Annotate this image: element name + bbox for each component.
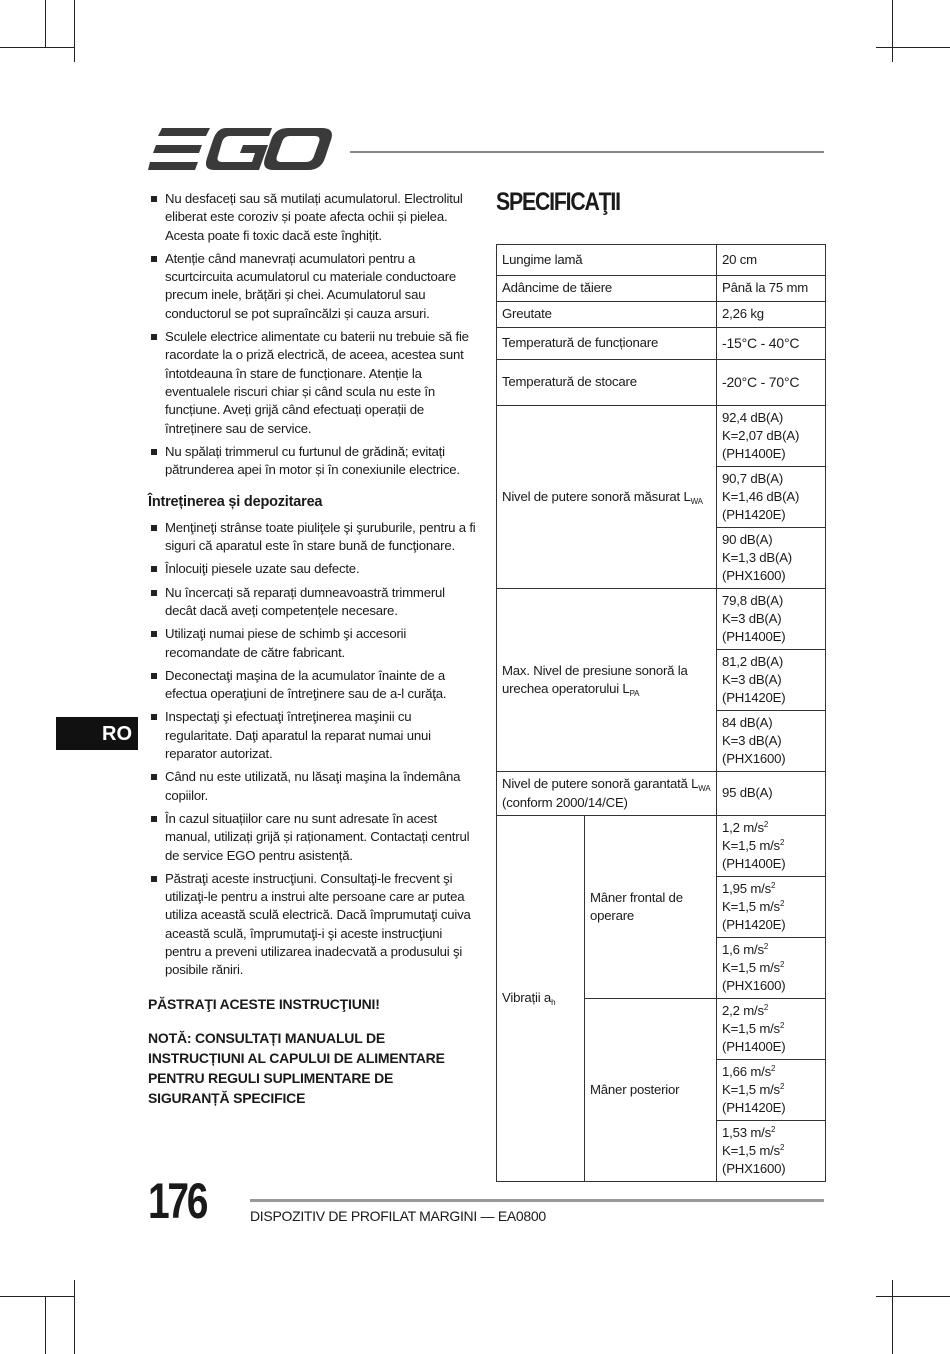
lpa-label-line: urechea operatorului L	[502, 681, 630, 696]
value-line: (PHX1600)	[722, 568, 786, 584]
unit-sup: 2	[779, 1142, 785, 1152]
spec-label	[497, 589, 717, 772]
table-row	[497, 816, 826, 877]
spec-value	[717, 999, 826, 1060]
value-number: 2,2	[722, 1002, 740, 1018]
unit: m/s	[750, 1124, 771, 1140]
spec-value	[717, 938, 826, 999]
spec-value	[717, 711, 826, 772]
spec-label: Temperatură de stocare	[497, 360, 717, 406]
list-item: În cazul situațiilor care nu sunt adresate în acest manual, utilizați grijă și raționament. Contactați centrul de service EGO pentru asistență.	[148, 810, 478, 865]
list-item: Înlocuiţi piesele uzate sau defecte.	[148, 560, 478, 578]
value-line: (PH1400E)	[722, 446, 786, 462]
unit-sup: 2	[771, 880, 776, 890]
footer-text: DISPOZITIV DE PROFILAT MARGINI — EA0800	[250, 1208, 546, 1224]
unit-sup: 2	[779, 898, 785, 908]
left-column	[148, 190, 478, 1108]
spec-value: Până la 75 mm	[717, 276, 826, 302]
unit-sup: 2	[771, 1063, 776, 1073]
spec-table	[496, 244, 826, 1182]
header-rule	[350, 151, 824, 153]
spec-label	[497, 406, 717, 589]
value-line: 90,7 dB(A)	[722, 470, 784, 486]
vibration-subscript: h	[551, 998, 556, 1008]
value-number: K=1,5	[722, 959, 756, 975]
table-row	[497, 276, 826, 302]
value-line: (PHX1600)	[722, 978, 786, 994]
value-number: K=1,5	[722, 837, 756, 853]
unit: m/s	[759, 1020, 780, 1036]
unit: m/s	[759, 1081, 780, 1097]
crop-mark	[876, 1296, 950, 1297]
guaranteed-label-line: Nivel de putere sonoră garantată L	[502, 776, 699, 792]
value-number: 1,6	[722, 941, 740, 957]
crop-mark	[74, 0, 75, 62]
guaranteed-label-line: (conform 2000/14/CE)	[502, 794, 628, 810]
unit: m/s	[743, 819, 764, 835]
unit-sup: 2	[763, 819, 769, 829]
unit-sup: 2	[763, 1002, 769, 1012]
unit: m/s	[743, 1002, 764, 1018]
spec-value	[717, 877, 826, 938]
unit: m/s	[759, 898, 780, 914]
spec-value	[717, 1121, 826, 1182]
crop-mark	[0, 1296, 75, 1297]
crop-mark	[0, 47, 75, 48]
unit-sup: 2	[779, 959, 785, 969]
list-item: Atenție când manevrați acumulatori pentru a scurtcircuita acumulatorul cu materiale conductoare precum inele, brățări și chei. Acumulatorul sau conductorul se pot supraîncălzi și cauza arsuri.	[148, 250, 478, 323]
lwa-subscript: WA	[690, 496, 703, 506]
list-item: Nu încercați să reparați dumneavoastră trimmerul decât dacă aveți competențele necesare.	[148, 584, 478, 621]
spec-sublabel: Mâner posterior	[585, 999, 717, 1182]
value-number: 1,53	[722, 1124, 747, 1140]
unit: m/s	[759, 959, 780, 975]
section-heading: Întreținerea și depozitarea	[148, 494, 323, 511]
table-row	[497, 360, 826, 406]
spec-value	[717, 467, 826, 528]
table-row	[497, 328, 826, 360]
crop-mark	[892, 1280, 893, 1354]
footer-rule	[250, 1199, 824, 1202]
value-line: (PH1420E)	[722, 917, 786, 933]
value-line: 92,4 dB(A)	[722, 409, 784, 425]
value-number: K=1,5	[722, 1020, 756, 1036]
spec-value	[717, 1060, 826, 1121]
spec-value	[717, 528, 826, 589]
value-number: 1,95	[722, 880, 747, 896]
spec-value	[717, 406, 826, 467]
list-item: Sculele electrice alimentate cu baterii nu trebuie să fie racordate la o priză electrică, de aceea, acestea sunt întotdeauna în stare de funcționare. Atenție la eventualele riscuri chiar și când scula nu este în funcțiune. Aveți grijă când efectuați operații de întreținere sau de service.	[148, 328, 478, 438]
spec-label	[497, 816, 585, 1182]
spec-value	[717, 650, 826, 711]
value-line: (PH1420E)	[722, 690, 786, 706]
list-item: Nu desfaceți sau să mutilați acumulatorul. Electrolitul eliberat este coroziv și poate afecta ochii și pielea. Acesta poate fi toxic dacă este înghițit.	[148, 190, 478, 245]
crop-mark	[74, 1280, 75, 1354]
list-item: Inspectaţi şi efectuaţi întreţinerea maşinii cu regularitate. Daţi aparatul la reparat numai unui reparator autorizat.	[148, 708, 478, 763]
unit: m/s	[759, 1142, 780, 1158]
list-item: Nu spălați trimmerul cu furtunul de grădină; evitați pătrunderea apei în motor și în conexiunile electrice.	[148, 443, 478, 480]
unit-sup: 2	[779, 1020, 785, 1030]
value-line: K=3 dB(A)	[722, 732, 782, 748]
spec-label: Greutate	[497, 302, 717, 328]
unit: m/s	[750, 880, 771, 896]
unit-sup: 2	[771, 1124, 776, 1134]
value-line: K=2,07 dB(A)	[722, 427, 800, 443]
list-item: Menţineţi strânse toate piuliţele şi şuruburile, pentru a fi siguri că aparatul este în stare bună de funcţionare.	[148, 519, 478, 556]
value-line: 81,2 dB(A)	[722, 653, 784, 669]
value-line: (PH1400E)	[722, 856, 786, 872]
note-text: NOTĂ: CONSULTAȚI MANUALUL DE INSTRUCȚIUNI AL CAPULUI DE ALIMENTARE PENTRU REGULI SUPLIMENTARE DE SIGURANȚĂ SPECIFICE	[148, 1029, 445, 1106]
value-line: 90 dB(A)	[722, 531, 773, 547]
spec-value	[717, 589, 826, 650]
table-row	[497, 772, 826, 816]
spec-value	[717, 816, 826, 877]
value-number: K=1,5	[722, 1081, 756, 1097]
value-number: K=1,5	[722, 1142, 756, 1158]
language-tab: RO	[56, 717, 138, 750]
spec-label	[497, 772, 717, 816]
crop-mark	[876, 47, 950, 48]
table-row	[497, 406, 826, 467]
lpa-label-line: Max. Nivel de presiune sonoră la	[502, 662, 688, 678]
unit: m/s	[759, 837, 780, 853]
value-line: 79,8 dB(A)	[722, 592, 784, 608]
unit-sup: 2	[763, 941, 769, 951]
value-line: (PH1400E)	[722, 629, 786, 645]
value-line: K=3 dB(A)	[722, 610, 782, 626]
spec-value: 95 dB(A)	[717, 772, 826, 816]
value-line: (PH1420E)	[722, 507, 786, 523]
value-line: (PH1400E)	[722, 1039, 786, 1055]
spec-value: -15°C - 40°C	[717, 328, 826, 360]
value-line: 84 dB(A)	[722, 714, 773, 730]
crop-mark	[892, 0, 893, 62]
list-item: Deconectaţi maşina de la acumulator înainte de a efectua operaţiuni de întreţinere sau de a-l curăţa.	[148, 667, 478, 704]
unit: m/s	[750, 1063, 771, 1079]
guaranteed-subscript: WA	[698, 784, 711, 794]
unit-sup: 2	[779, 1081, 785, 1091]
value-line: K=3 dB(A)	[722, 671, 782, 687]
table-row	[497, 245, 826, 276]
crop-mark	[45, 1296, 46, 1354]
spec-title: SPECIFICAŢII	[496, 188, 620, 216]
keep-instructions-heading: PĂSTRAŢI ACESTE INSTRUCŢIUNI!	[148, 995, 380, 1012]
spec-sublabel: Mâner frontal de operare	[585, 816, 717, 999]
value-line: (PHX1600)	[722, 1161, 786, 1177]
spec-label: Adâncime de tăiere	[497, 276, 717, 302]
spec-value: 2,26 kg	[717, 302, 826, 328]
unit: m/s	[743, 941, 764, 957]
value-number: K=1,5	[722, 898, 756, 914]
spec-value: -20°C - 70°C	[717, 360, 826, 406]
lwa-label-text: Nivel de putere sonoră măsurat L	[502, 488, 691, 504]
value-number: 1,2	[722, 819, 740, 835]
unit-sup: 2	[779, 837, 785, 847]
crop-mark	[45, 0, 46, 47]
value-number: 1,66	[722, 1063, 747, 1079]
vibration-label: Vibrații a	[502, 990, 552, 1006]
spec-label: Temperatură de funcționare	[497, 328, 717, 360]
lpa-subscript: PA	[629, 689, 640, 698]
list-item: Când nu este utilizată, nu lăsaţi maşina la îndemâna copiilor.	[148, 768, 478, 805]
value-line: (PHX1600)	[722, 751, 786, 767]
page-number: 176	[148, 1173, 207, 1229]
ego-logo	[148, 128, 333, 174]
spec-label: Lungime lamă	[497, 245, 717, 276]
list-item: Utilizaţi numai piese de schimb şi accesorii recomandate de către fabricant.	[148, 625, 478, 662]
list-item: Păstraţi aceste instrucţiuni. Consultaţi-le frecvent şi utilizaţi-le pentru a instrui alte persoane care ar putea utiliza această sculă electrică. Dacă împrumutaţi cuiva această sculă, împrumutaţi-i şi aceste instrucţiuni pentru a preveni utilizarea inadecvată a produsului şi posibile răniri.	[148, 870, 478, 980]
spec-value: 20 cm	[717, 245, 826, 276]
table-row	[497, 302, 826, 328]
value-line: (PH1420E)	[722, 1100, 786, 1116]
value-line: K=1,3 dB(A)	[722, 549, 793, 565]
value-line: K=1,46 dB(A)	[722, 488, 800, 504]
table-row	[497, 589, 826, 650]
